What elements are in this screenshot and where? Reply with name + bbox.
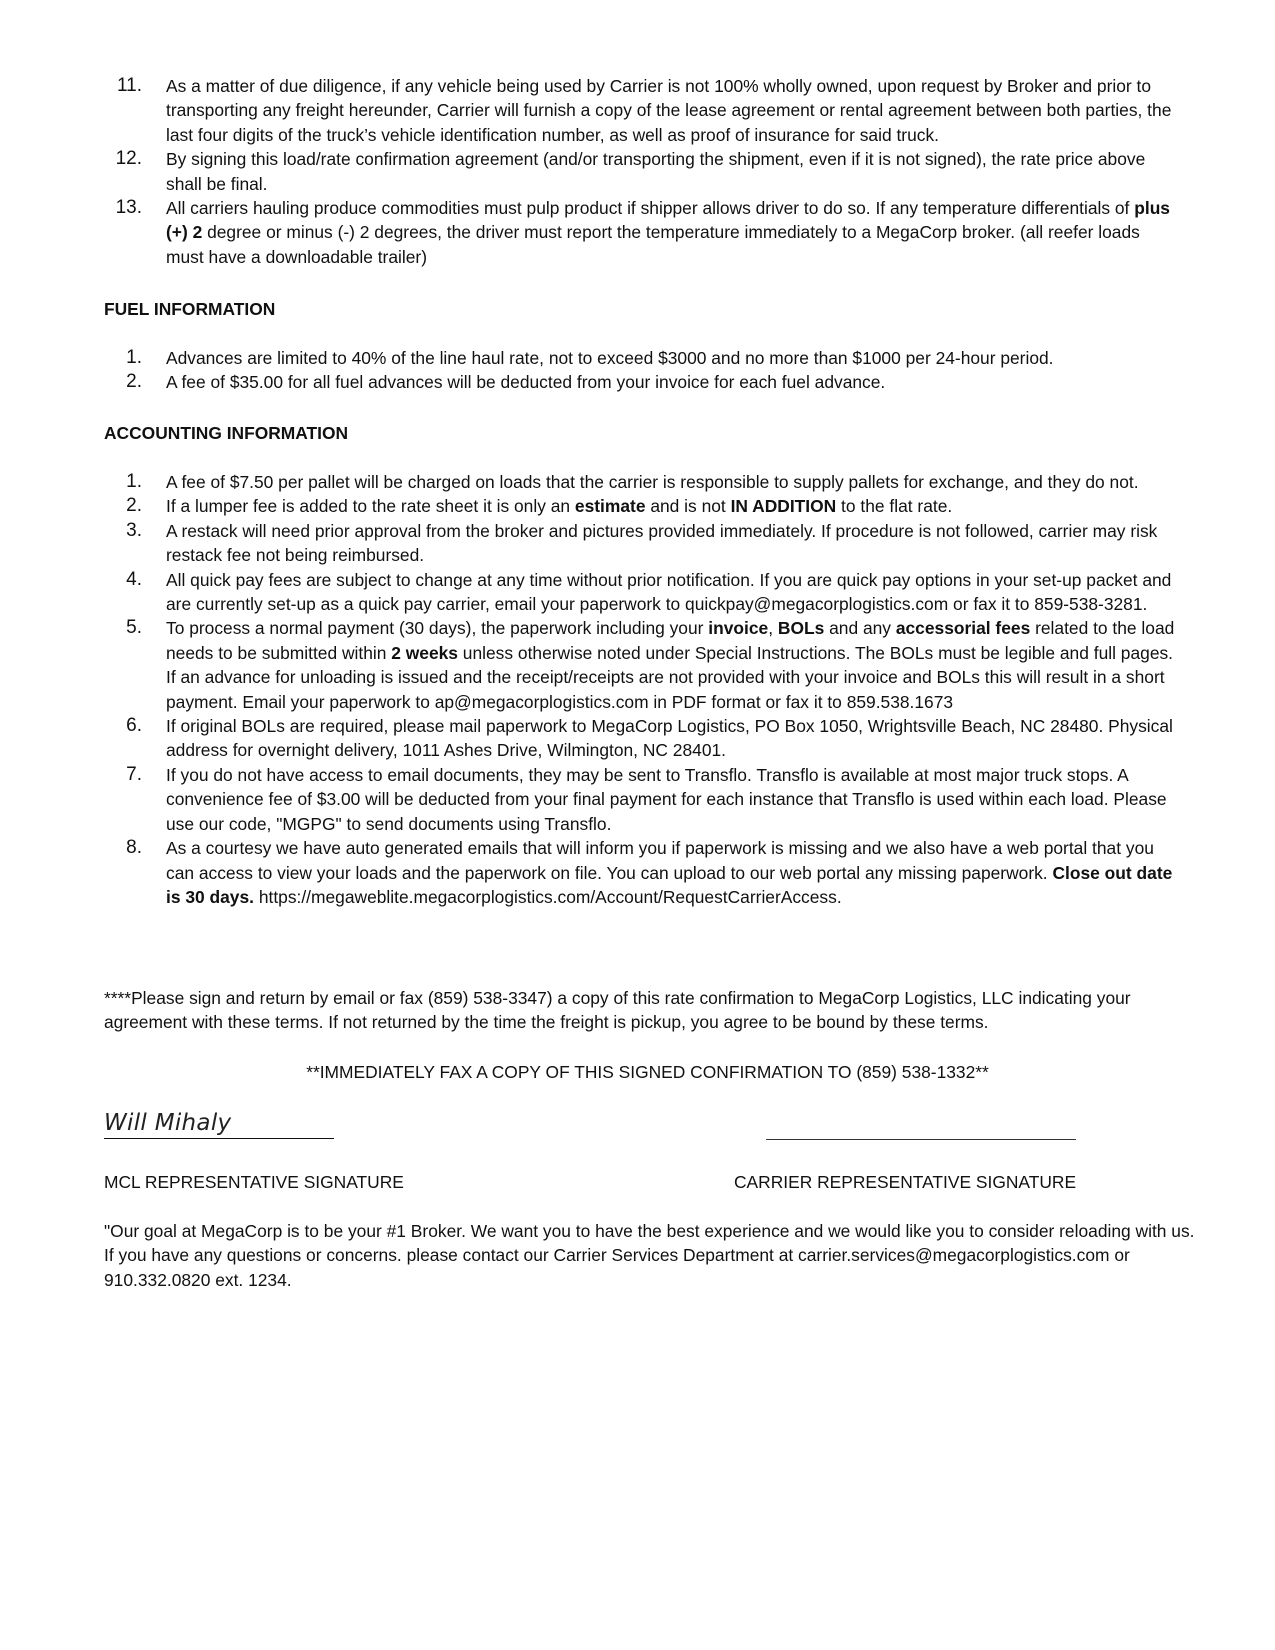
list-item [0,147,1275,196]
accounting-information-heading: ACCOUNTING INFORMATION [104,423,349,443]
list-text: To process a normal payment (30 days), the paperwork including your [166,618,709,639]
fax-instruction: **IMMEDIATELY FAX A COPY OF THIS SIGNED CONFIRMATION TO (859) 538-1332** [306,1062,989,1082]
list-number: 8. [126,837,142,859]
list-number: 7. [126,763,142,785]
mcl-signature-label: MCL REPRESENTATIVE SIGNATURE [104,1172,404,1192]
list-number: 3. [126,519,142,541]
list-number: 5. [126,617,142,639]
list-item [0,568,1275,617]
list-text: A fee of $35.00 for all fuel advances will be deducted from your invoice for each fuel advance. [166,372,886,393]
fuel-information-heading: FUEL INFORMATION [104,299,276,319]
list-text: and any [824,618,896,639]
list-item [0,74,1275,147]
list-text: degree or minus (-) 2 degrees, the driver must report the temperature immediately to a MegaCorp broker. (all reefer loads must have a downloadable trailer) [166,222,1140,267]
list-text-bold: accessorial fees [895,618,1031,639]
list-text: related to the load needs to be submitted within [166,618,1175,663]
closing-message: "Our goal at MegaCorp is to be your #1 Broker. We want you to have the best experience and we would like you to consider reloading with us. If you have any questions or concerns. please contact our Carrier Services Department at carrier.services@megacorplogistics.com or 910.332.0820 ext. 1234. [104,1221,1195,1290]
list-text: A fee of $7.50 per pallet will be charged on loads that the carrier is responsible to supply pallets for exchange, and they do not. [166,472,1139,492]
list-text-bold: IN ADDITION [730,496,837,517]
fuel-information-list [0,346,1275,395]
list-text: As a matter of due diligence, if any vehicle being used by Carrier is not 100% wholly owned, upon request by Broker and prior to transporting any freight hereunder, Carrier will furnish a copy of the lease agreement or rental agreement between both parties, the last four digits of the truck’s vehicle identification number, as well as proof of insurance for said truck. [166,76,1172,145]
list-text-bold: BOLs [777,618,825,639]
mcl-signature-handwriting: Will Mihaly [104,1108,334,1139]
list-number: 1. [126,471,142,492]
terms-list-continued [0,74,1275,269]
list-text: Advances are limited to 40% of the line haul rate, not to exceed $3000 and no more than $1000 per 24-hour period. [166,348,1054,368]
list-number: 11. [116,75,142,96]
list-text: All carriers hauling produce commodities must pulp product if shipper allows driver to do so. If any temperature differentials of [166,198,1135,219]
list-item [0,616,1275,714]
list-text: All quick pay fees are subject to change at any time without prior notification. If you are quick pay options in your set-up packet and are currently set-up as a quick pay carrier, email your paperwork to quickpay@megacorplogistics.com or fax it to 859-538-3281. [166,569,1172,615]
list-text-bold: 2 weeks [391,642,458,663]
list-text: to the flat rate. [836,496,953,517]
list-item [0,346,1275,370]
accounting-information-list [0,470,1275,909]
list-item [0,519,1275,568]
list-text: , [768,618,778,639]
carrier-signature-label: CARRIER REPRESENTATIVE SIGNATURE [734,1172,1077,1192]
list-text: If original BOLs are required, please mail paperwork to MegaCorp Logistics, PO Box 1050, Wrightsville Beach, NC 28480. Physical address for overnight delivery, 1011 Ashes Drive, Wilmington, NC 28401. [166,716,1173,761]
list-number: 13. [115,197,142,219]
list-text: https://megaweblite.megacorplogistics.com/Account/RequestCarrierAccess. [253,886,842,907]
list-number: 2. [126,495,142,517]
list-text-bold: invoice [708,618,769,639]
list-item [0,836,1275,909]
list-number: 6. [126,715,142,737]
list-text: As a courtesy we have auto generated emails that will inform you if paperwork is missing and we also have a web portal that you can access to view your loads and the paperwork on file. You can upload to our web portal any missing paperwork. [166,838,1154,883]
list-item [0,714,1275,763]
sign-and-return-notice: ****Please sign and return by email or fax (859) 538-3347) a copy of this rate confirmation to MegaCorp Logistics, LLC indicating your agreement with these terms. If not returned by the time the freight is pickup, you agree to be bound by these terms. [104,988,1131,1033]
list-text: If a lumper fee is added to the rate sheet it is only an [166,496,575,517]
carrier-signature-line [766,1139,1076,1140]
list-item [0,370,1275,394]
list-item [0,196,1275,269]
list-item [0,494,1275,518]
list-text: By signing this load/rate confirmation agreement (and/or transporting the shipment, even if it is not signed), the rate price above shall be final. [166,149,1146,194]
list-text-bold: plus (+) 2 [166,198,1170,243]
list-text: and is not [645,496,731,517]
list-text-bold: estimate [574,496,646,517]
list-number: 2. [126,371,142,393]
list-number: 4. [126,568,142,590]
list-number: 12. [115,148,142,170]
list-item [0,763,1275,836]
list-text-bold: Close out date is 30 days. [166,862,1173,907]
list-text: If you do not have access to email documents, they may be sent to Transflo. Transflo is available at most major truck stops. A convenience fee of $3.00 will be deducted from your final payment for each instance that Transflo is used within each load. Please use our code, "MGPG" to send documents using Transflo. [166,764,1167,834]
list-item [0,470,1275,494]
list-text: A restack will need prior approval from the broker and pictures provided immediately. If procedure is not followed, carrier may risk restack fee not being reimbursed. [166,520,1158,566]
list-number: 1. [126,347,142,368]
list-text: unless otherwise noted under Special Instructions. The BOLs must be legible and full pages. If an advance for unloading is issued and the receipt/receipts are not provided with your invoice and BOLs this will result in a short payment. Email your paperwork to ap@megacorplogistics.com in PDF format or fax it to 859.538.1673 [166,642,1174,712]
